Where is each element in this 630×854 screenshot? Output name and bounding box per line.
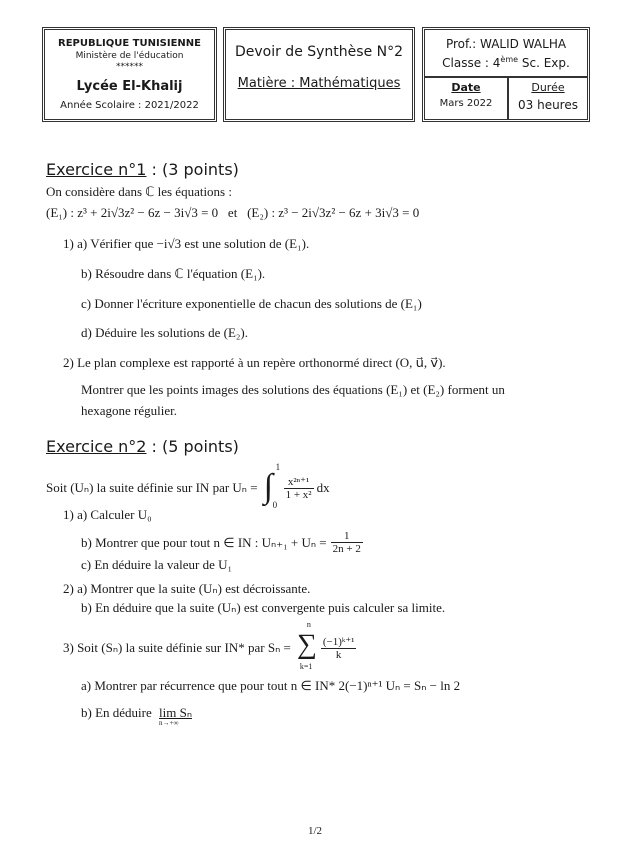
ex1-q2-line3: hexagone régulier. (81, 403, 178, 418)
duration-value: 03 heures (518, 98, 578, 112)
header-middle-box (223, 27, 415, 122)
school-name: Lycée El-Khalij (76, 79, 183, 94)
ex2-q1c: c) En déduire la valeur de U₁ (81, 557, 233, 572)
exam-title: Devoir de Synthèse N°2 (234, 44, 404, 60)
stars-decoration: ****** (116, 62, 143, 72)
sum-sign: n ∑ k=1 (296, 620, 317, 671)
ex1-q1b: b) Résoudre dans ℂ l'équation (E₁). (81, 266, 266, 281)
country-label: REPUBLIQUE TUNISIENNE (58, 38, 201, 49)
ex2-q3b: b) En déduire lim Sₙ n→+∞ (81, 705, 193, 727)
ex1-q1d: d) Déduire les solutions de (E₂). (81, 325, 248, 340)
ex2-q3a: a) Montrer par récurrence que pour tout n ∈ IN* 2(−1)ⁿ⁺¹ Uₙ = Sₙ − ln 2 (81, 678, 461, 693)
integrand-fraction: $\frac{\text{x²ⁿ⁺¹}}{\text{1 + x²}}$ (285, 476, 312, 501)
school-year: Année Scolaire : 2021/2022 (60, 100, 199, 111)
ex2-q1b: b) Montrer que pour tout n ∈ IN : Uₙ₊₁ + Uₙ = $\frac{1}{2n + 2}$ (81, 530, 361, 555)
class-label: Classe : 4ème Sc. Exp. (442, 55, 570, 70)
ex2-q3: 3) Soit (Sₙ) la suite définie sur IN* par Sₙ = n ∑ k=1 $\frac{\text{(−1)ᵏ⁺¹}}{k}$ (63, 620, 355, 671)
ex1-intro: On considère dans ℂ les équations : (46, 184, 232, 199)
duration-label: Durée (531, 81, 565, 94)
date-value: Mars 2022 (439, 98, 493, 109)
ex1-equations: (E₁) : z³ + 2i√3z² − 6z − 3i√3 = 0 et (E₂) : z³ − 2i√3z² − 6z + 3i√3 = 0 (46, 205, 420, 220)
ex1-q1a: 1) a) Vérifier que −i√3 est une solution de (E₁). (63, 236, 310, 251)
ex2-q2b: b) En déduire que la suite (Uₙ) est convergente puis calculer sa limite. (81, 600, 446, 615)
prof-label: Prof.: WALID WALHA (445, 37, 567, 51)
ex1-q2-line2: Montrer que les points images des solutions des équations (E₁) et (E₂) forment un (81, 382, 505, 397)
date-label: Date (451, 81, 481, 94)
exercise-1-title: Exercice n°1 : (3 points) (46, 160, 239, 179)
ex2-intro: Soit (Uₙ) la suite définie sur IN par Uₙ = ∫ 1 0 $\frac{\text{x²ⁿ⁺¹}}{\text{1 + x²}}$ dx (46, 462, 330, 510)
ex1-q2: 2) Le plan complexe est rapporté à un repère orthonormé direct (O, u⃗, v⃗). (63, 355, 446, 370)
ex2-q1a: 1) a) Calculer U₀ (63, 507, 152, 522)
header-left-box (42, 27, 217, 122)
integral-sign: ∫ 1 0 (263, 462, 281, 510)
ex1-q1c: c) Donner l'écriture exponentielle de chacun des solutions de (E₁) (81, 296, 422, 311)
page-number: 1/2 (307, 825, 323, 837)
ex2-q2a: 2) a) Montrer que la suite (Uₙ) est décroissante. (63, 581, 311, 596)
subject-label: Matière : Mathématiques (237, 76, 401, 91)
exercise-2-title: Exercice n°2 : (5 points) (46, 437, 239, 456)
header-right-box (422, 27, 590, 122)
ministry-label: Ministère de l'éducation (75, 51, 184, 61)
